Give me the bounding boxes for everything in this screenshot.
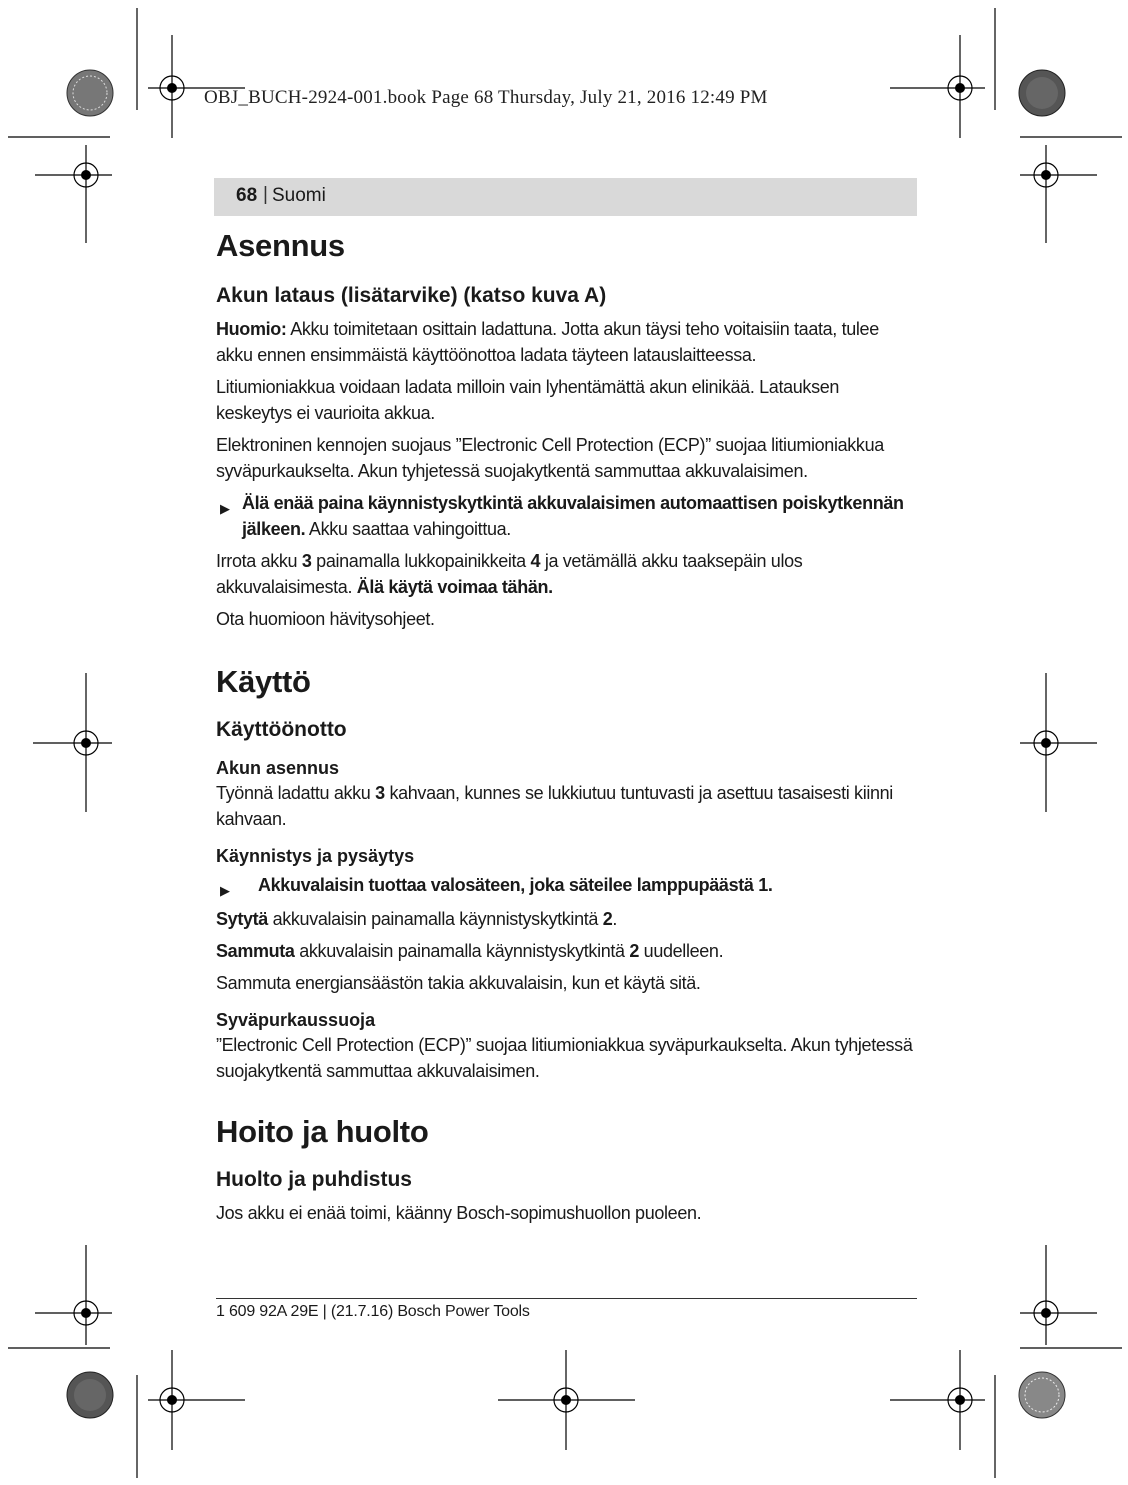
paragraph-litiumioni: Litiumioniakkua voidaan ladata milloin vain lyhentämättä akun elinikää. Latauksen keskeytys ei vaurioita akkua. xyxy=(216,377,840,423)
subsection-title-kayttoonotto: Käyttöönotto xyxy=(216,718,347,741)
page-header xyxy=(214,178,917,216)
warning-bullet xyxy=(216,490,918,542)
irrota-num-3: 3 xyxy=(301,551,312,571)
bullet-icon: ▶ xyxy=(220,501,230,516)
section-title-hoito: Hoito ja huolto xyxy=(216,1114,429,1149)
section-title-kaytto: Käyttö xyxy=(216,664,311,699)
irrota-text-c: painamalla lukkopainikkeita xyxy=(311,551,531,571)
paragraph-akun-asennus xyxy=(216,780,918,832)
paragraph-irrota xyxy=(216,548,918,600)
akun-text-c: kahvaan, kunnes se lukkiutuu tuntuvasti ja asettuu tasaisesti kiinni kahvaan. xyxy=(216,783,893,829)
page-content xyxy=(216,226,918,1226)
irrota-num-4: 4 xyxy=(530,551,541,571)
paragraph-ecp: Elektroninen kennojen suojaus ”Electronic Cell Protection (ECP)” suojaa litiumioniakkua syväpurkaukselta. Akun tyhjetessä suojakytkentä sammuttaa akkuvalaisimen. xyxy=(216,435,884,481)
kaynnistys-bullet-text: Akkuvalaisin tuottaa valosäteen, joka säteilee lamppupäästä 1. xyxy=(258,875,773,895)
huomio-label: Huomio: xyxy=(216,319,287,339)
warning-bold: Älä enää paina käynnistyskytkintä akkuvalaisimen automaattisen poiskytkennän jälkeen. xyxy=(242,493,904,539)
paragraph-huomio xyxy=(216,316,918,368)
subsection-title-huolto: Huolto ja puhdistus xyxy=(216,1168,412,1191)
header-language: Suomi xyxy=(272,185,326,206)
page-footer: 1 609 92A 29E | (21.7.16) Bosch Power Tools xyxy=(216,1303,530,1320)
page-number: 68 xyxy=(236,185,258,206)
irrota-text-a: Irrota akku xyxy=(216,551,302,571)
heading-akun-asennus: Akun asennus xyxy=(216,758,340,778)
heading-kaynnistys: Käynnistys ja pysäytys xyxy=(216,846,415,866)
huomio-text: Akku toimitetaan osittain ladattuna. Jotta akun täysi teho voitaisiin taata, tulee akku ennen ensimmäistä käyttöönottoa ladata täyteen latauslaitteessa. xyxy=(216,319,879,365)
sytyta-num: 2 xyxy=(602,909,613,929)
paragraph-sammuta-2: Sammuta energiansäästön takia akkuvalaisin, kun et käytä sitä. xyxy=(216,973,701,993)
section-title-asennus: Asennus xyxy=(216,228,345,263)
sammuta-label: Sammuta xyxy=(216,941,295,961)
paragraph-havitys: Ota huomioon hävitysohjeet. xyxy=(216,609,435,629)
paragraph-syvapurkaussuoja: ”Electronic Cell Protection (ECP)” suojaa litiumioniakkua syväpurkaukselta. Akun tyhjetessä suojakytkentä sammuttaa akkuvalaisimen. xyxy=(216,1035,913,1081)
sammuta-num: 2 xyxy=(629,941,640,961)
sammuta-end: uudelleen. xyxy=(639,941,724,961)
print-slug: OBJ_BUCH-2924-001.book Page 68 Thursday, July 21, 2016 12:49 PM xyxy=(204,87,768,108)
sytyta-text: akkuvalaisin painamalla käynnistyskytkintä xyxy=(267,909,603,929)
header-separator: | xyxy=(263,184,268,205)
sytyta-label: Sytytä xyxy=(216,909,268,929)
sammuta-text: akkuvalaisin painamalla käynnistyskytkintä xyxy=(294,941,630,961)
paragraph-sytyta xyxy=(216,906,918,932)
akun-text-a: Työnnä ladattu akku xyxy=(216,783,376,803)
paragraph-sammuta xyxy=(216,938,918,964)
kaynnistys-bullet xyxy=(216,872,918,898)
warning-text: Akku saattaa vahingoittua. xyxy=(305,519,511,539)
irrota-text-e: ja vetämällä akku taaksepäin ulos akkuvalaisimesta. xyxy=(216,551,803,597)
subsection-title-akun-lataus: Akun lataus (lisätarvike) (katso kuva A) xyxy=(216,284,607,307)
paragraph-huolto: Jos akku ei enää toimi, käänny Bosch-sopimushuollon puoleen. xyxy=(216,1203,702,1223)
bullet-icon: ▶ xyxy=(220,883,230,898)
akun-num-3: 3 xyxy=(375,783,385,803)
footer-rule xyxy=(216,1298,917,1299)
heading-syvapurkaussuoja: Syväpurkaussuoja xyxy=(216,1010,376,1030)
irrota-bold-f: Älä käytä voimaa tähän. xyxy=(356,577,553,597)
sytyta-end: . xyxy=(612,909,618,929)
